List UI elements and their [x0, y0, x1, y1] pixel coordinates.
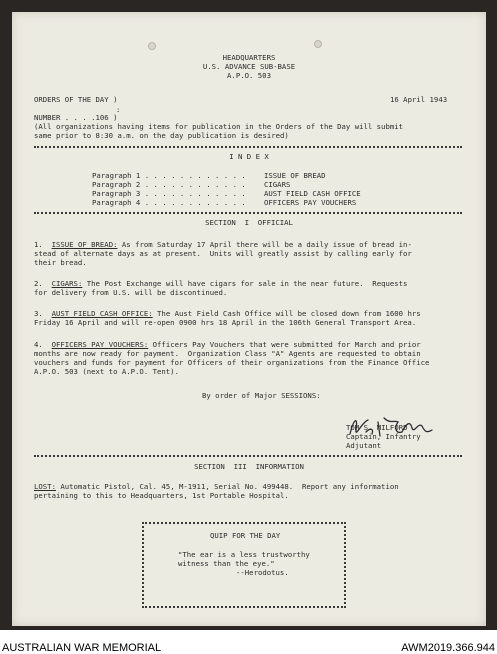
header-line-3: A.P.O. 503	[227, 71, 271, 80]
signer-rank: Captain, Infantry	[346, 432, 421, 441]
quip-line-1: "The ear is a less trustworthy	[178, 550, 310, 559]
punch-hole-left	[148, 42, 156, 50]
paragraph-1-text-1: As from Saturday 17 April there will be a daily issue of bread in-	[117, 240, 412, 249]
lost-text-1: Automatic Pistol, Cal. 45, M-1911, Serial No. 499448. Report any information	[55, 482, 399, 491]
paragraph-1-number: 1.	[34, 240, 43, 249]
orders-note-line-1: (All organizations having items for publication in the Orders of the Day will submit	[34, 122, 404, 131]
index-item-1-para: Paragraph 1 . . . . . . . . . . . .	[92, 171, 246, 180]
punch-hole-right	[314, 40, 322, 48]
index-title: I N D E X	[229, 152, 269, 161]
index-item-4-topic: OFFICERS PAY VOUCHERS	[264, 198, 357, 207]
index-item-1-topic: ISSUE OF BREAD	[264, 171, 326, 180]
divider-dotted	[34, 455, 462, 457]
index-item-2-para: Paragraph 2 . . . . . . . . . . . .	[92, 180, 246, 189]
paragraph-1-heading: ISSUE OF BREAD:	[51, 240, 118, 249]
paragraph-2-line-2: for delivery from U.S. will be discontinued.	[34, 288, 228, 297]
signer-role: Adjutant	[346, 441, 382, 450]
index-item-3-topic: AUST FIELD CASH OFFICE	[264, 189, 361, 198]
divider-dotted	[34, 146, 462, 148]
paragraph-4-line-2: months are now ready for payment. Organization Class "A" Agents are requested to obtain	[34, 349, 421, 358]
paragraph-3-heading: AUST FIELD CASH OFFICE:	[51, 309, 153, 318]
quip-line-2: witness than the eye."	[178, 559, 275, 568]
footer-left-text: AUSTRALIAN WAR MEMORIAL	[2, 642, 162, 654]
orders-date: 16 April 1943	[390, 95, 448, 104]
paragraph-4-heading: OFFICERS PAY VOUCHERS:	[51, 340, 149, 349]
orders-paren-mark: :	[116, 105, 121, 114]
paragraph-4-line-4: A.P.O. 503 (next to A.P.O. Tent).	[34, 367, 179, 376]
signer-name: TOM S. MILFORD	[346, 423, 408, 432]
quip-attribution: --Herodotus.	[236, 568, 289, 577]
divider-dotted	[34, 212, 462, 214]
quip-title: QUIP FOR THE DAY	[210, 531, 281, 540]
paragraph-2-heading: CIGARS:	[51, 279, 83, 288]
header-line-2: U.S. ADVANCE SUB-BASE	[202, 62, 296, 71]
paragraph-3-text-1: The Aust Field Cash Office will be closed down from 1600 hrs	[152, 309, 421, 318]
orders-note-line-2: same prior to 8:30 a.m. on the day publication is desired)	[34, 131, 289, 140]
footer-right-text: AWM2019.366.944	[401, 642, 495, 654]
paragraph-4-line-3: vouchers and funds for payment for Officers of their organizations from the Finance Office	[34, 358, 430, 367]
orders-label: ORDERS OF THE DAY )	[34, 95, 118, 104]
index-item-2-topic: CIGARS	[264, 180, 291, 189]
by-order-line: By order of Major SESSIONS:	[202, 391, 321, 400]
footer-bar	[0, 630, 497, 653]
paragraph-4-text-1: Officers Pay Vouchers that were submitted for March and prior	[148, 340, 421, 349]
index-item-3-para: Paragraph 3 . . . . . . . . . . . .	[92, 189, 246, 198]
document-page	[12, 12, 486, 626]
header-line-1: HEADQUARTERS	[222, 53, 276, 62]
lost-heading: LOST:	[34, 482, 56, 491]
paragraph-3-line-2: Friday 16 April and will re-open 0900 hrs 18 April in the 106th General Transport Area.	[34, 318, 417, 327]
paragraph-3-number: 3.	[34, 309, 43, 318]
paragraph-2-number: 2.	[34, 279, 43, 288]
orders-number: NUMBER . . . .106 )	[34, 113, 118, 122]
section-1-title: SECTION I OFFICIAL	[205, 218, 293, 227]
paragraph-1-line-3: their bread.	[34, 258, 87, 267]
paragraph-4-number: 4.	[34, 340, 43, 349]
paragraph-2-text-1: The Post Exchange will have cigars for sale in the near future. Requests	[82, 279, 408, 288]
lost-line-2: pertaining to this to Headquarters, 1st Portable Hospital.	[34, 491, 289, 500]
index-item-4-para: Paragraph 4 . . . . . . . . . . . .	[92, 198, 246, 207]
section-3-title: SECTION III INFORMATION	[194, 462, 304, 471]
paragraph-1-line-2: stead of alternate days as at present. Units will greatly assist by calling early for	[34, 249, 412, 258]
